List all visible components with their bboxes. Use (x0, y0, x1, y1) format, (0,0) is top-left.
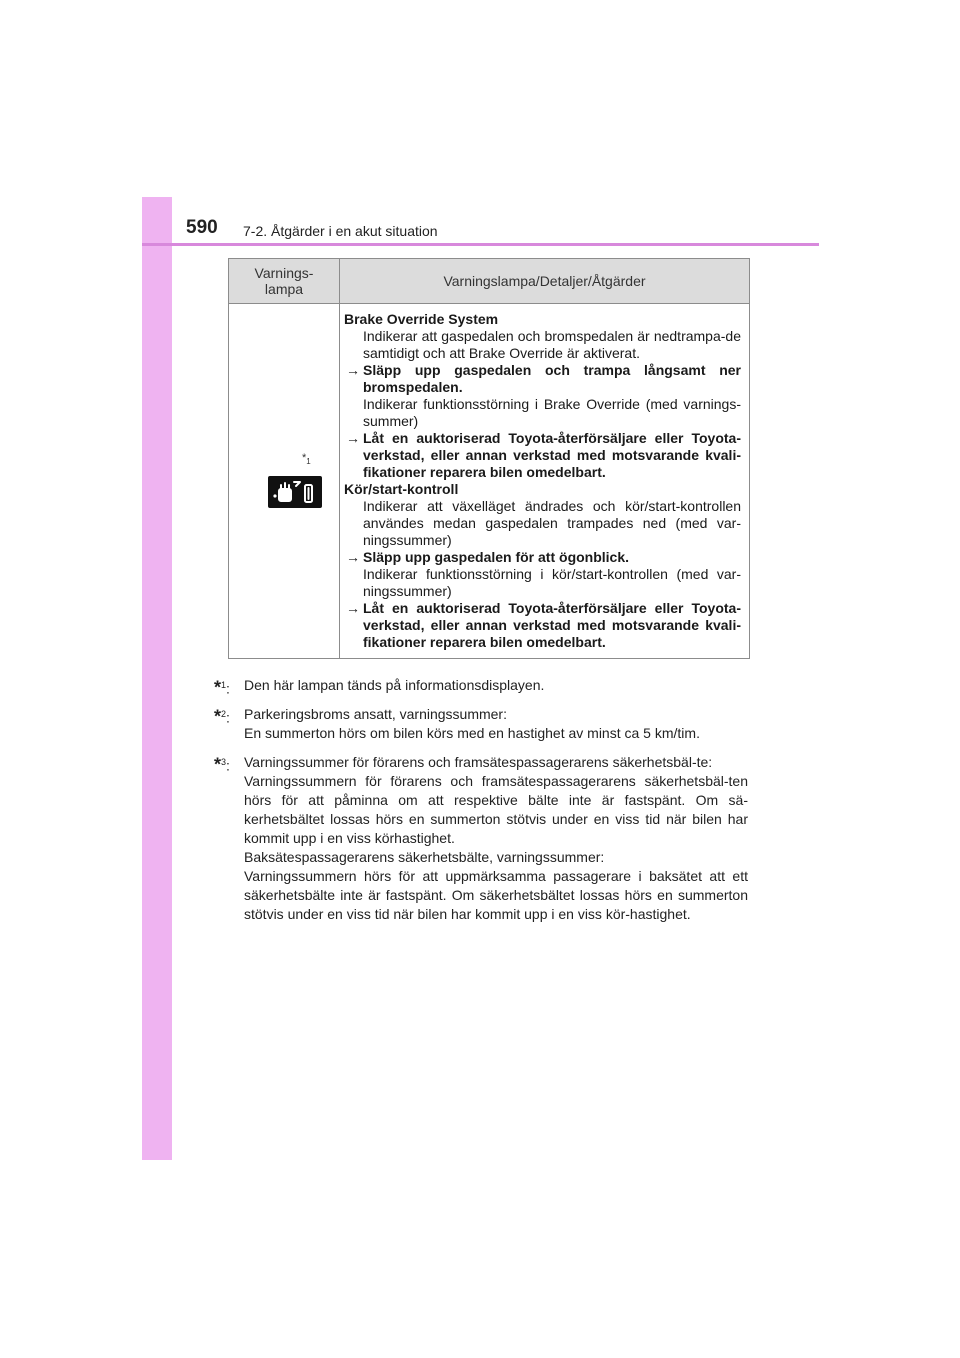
page-number: 590 (186, 217, 218, 238)
header-lamp-line2: lampa (264, 281, 304, 297)
footnotes (214, 676, 748, 934)
lamp-ref-number: 1 (306, 457, 311, 467)
footnote-line: Varningssummern för förarens och framsätespassagerarens säkerhetsbäl-ten hörs för att påminna om att respektive bälte inte är fastspänt. Om sä-kerhetsbältet lossas hörs en summerton stötvis under en viss tid när bilen har kommit upp i en viss körhastighet. (244, 773, 748, 846)
entry-action: → Släpp upp gaspedalen för att ögonblick. (344, 549, 741, 566)
entry-action: → Låt en auktoriserad Toyota-återförsäljare eller Toyota-verkstad, eller annan verkstad med motsvarande kvali-fikationer reparera bilen omedelbart. (344, 600, 741, 651)
lamp-ref-star: * (302, 452, 307, 464)
warning-table (228, 258, 750, 659)
gear-shift-warning-icon (268, 476, 322, 508)
footnote-line: En summerton hörs om bilen körs med en hastighet av minst ca 5 km/tim. (244, 725, 700, 741)
footnote-line: Baksätespassagerarens säkerhetsbälte, varningssummer: (244, 849, 605, 865)
footnote-3 (214, 753, 748, 924)
entry-brake-override (344, 311, 741, 481)
footnote-line: Parkeringsbroms ansatt, varningssummer: (244, 706, 507, 722)
footnote-marker: *$^2$: (214, 706, 230, 727)
header-divider (142, 243, 819, 246)
entry-title: Brake Override System (344, 311, 499, 327)
footnote-number: 1 (221, 680, 227, 690)
footnote-2 (214, 705, 748, 743)
entry-text: Indikerar att växelläget ändrades och kör/start-kontrollen användes medan gaspedalen trampades ned (med var-ningssummer) (363, 498, 741, 548)
footnote-number: 2 (221, 709, 227, 719)
entry-text: Indikerar funktionsstörning i Brake Override (med varnings-summer) (363, 396, 741, 429)
footnote-line: Varningssummer för förarens och framsätespassagerarens säkerhetsbäl-te: (244, 754, 713, 770)
section-tab-bar (142, 197, 172, 1160)
header-lamp-line1: Varnings- (254, 265, 314, 281)
table-header-row (229, 259, 750, 304)
footnote-marker: *$^3$: (214, 754, 230, 775)
entry-drive-start-control (344, 481, 741, 651)
lamp-box (244, 450, 324, 512)
entry-action: → Släpp upp gaspedalen och trampa långsamt ner bromspedalen. (344, 362, 741, 396)
footnote-marker: *$^1$: (214, 677, 230, 698)
header-lamp (229, 259, 340, 304)
table-row (229, 304, 750, 659)
section-title: 7-2. Åtgärder i en akut situation (243, 223, 438, 239)
lamp-footnote-ref (302, 450, 311, 470)
entry-title: Kör/start-kontroll (344, 481, 459, 497)
footnote-number: 3 (221, 757, 227, 767)
entry-text: Indikerar att gaspedalen och bromspedalen är nedtrampa-de samtidigt och att Brake Override är aktiverat. (363, 328, 741, 361)
entry-text: Indikerar funktionsstörning i kör/start-kontrollen (med var-ningssummer) (363, 566, 741, 599)
footnote-1 (214, 676, 748, 698)
footnote-line: Varningssummern hörs för att uppmärksamma passagerare i baksätet att ett säkerhetsbälte inte är fastspänt. Om säkerhetsbältet lossas hörs en summerton stötvis under en viss tid när bilen har kommit upp i en viss kör-hastighet. (244, 868, 748, 922)
page-header (186, 213, 820, 247)
lamp-cell (229, 304, 340, 659)
details-cell (340, 304, 750, 659)
header-details: Varningslampa/Detaljer/Åtgärder (340, 259, 750, 304)
entry-action: → Låt en auktoriserad Toyota-återförsäljare eller Toyota-verkstad, eller annan verkstad med motsvarande kvali-fikationer reparera bilen omedelbart. (344, 430, 741, 481)
footnote-line: Den här lampan tänds på informationsdisplayen. (244, 677, 545, 693)
